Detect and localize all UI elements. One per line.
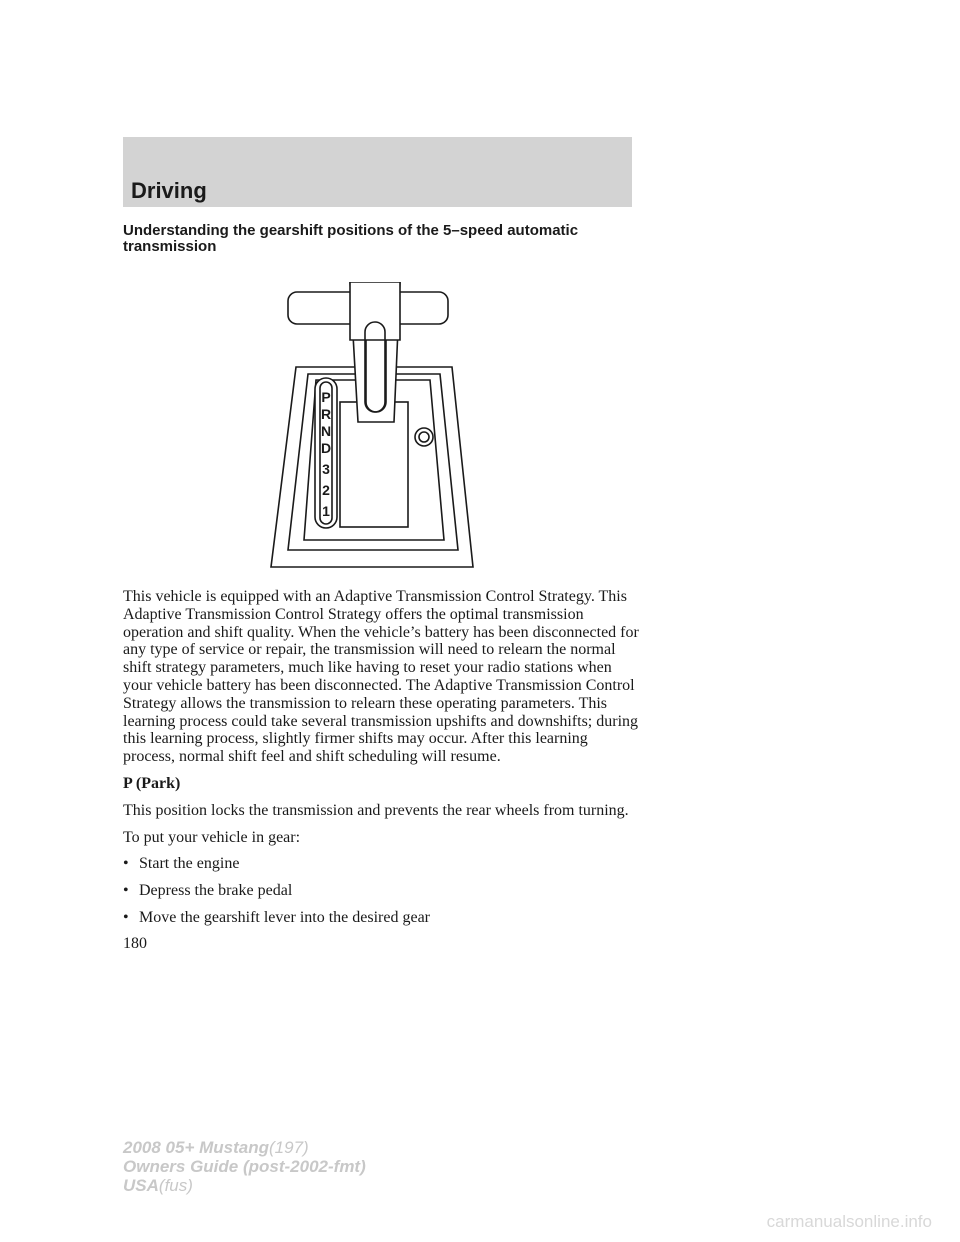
list-item-text: Move the gearshift lever into the desired gear: [139, 908, 430, 926]
list-item: [123, 882, 643, 900]
gear-label-n: N: [320, 423, 332, 439]
section-title: Driving: [131, 178, 207, 203]
gear-label-3: 3: [322, 461, 330, 477]
bullet-icon: •: [123, 855, 129, 873]
gear-label-r: R: [320, 406, 332, 422]
list-item-text: Start the engine: [139, 855, 240, 873]
gear-label-p: P: [321, 389, 331, 405]
gearshift-illustration: [268, 282, 478, 572]
intro-paragraph: This vehicle is equipped with an Adaptive Transmission Control Strategy. This Adaptive Transmission Control Strategy offers the optimal transmission operation and shift quality. When the vehicle’s battery has been disconnected for any type of service or repair, the transmission will need to relearn the normal shift strategy parameters, much like having to reset your radio stations when your vehicle battery has been disconnected. The Adaptive Transmission Control Strategy allows the transmission to relearn these operating parameters. This learning process could take several transmission upshifts and downshifts; during this learning process, slightly firmer shifts may occur. After this learning process, normal shift feel and shift scheduling will resume.: [123, 588, 639, 766]
section-header-band: [123, 137, 632, 207]
page-number: 180: [123, 935, 147, 952]
footer-model: 2008 05+ Mustang: [123, 1138, 269, 1157]
watermark: carmanualsonline.info: [766, 1212, 932, 1231]
body-text: [123, 588, 643, 936]
gearshift-diagram: [268, 282, 478, 572]
list-item: [123, 909, 643, 927]
footer-model-code: (197): [269, 1138, 309, 1157]
list-item-text: Depress the brake pedal: [139, 882, 293, 900]
footer-market-code: (fus): [158, 1176, 193, 1195]
park-paragraph: This position locks the transmission and prevents the rear wheels from turning.: [123, 801, 629, 819]
gear-label-1: 1: [322, 503, 330, 519]
footer-market: USA: [123, 1176, 159, 1195]
park-heading: P (Park): [123, 774, 181, 792]
bullet-icon: •: [123, 882, 129, 900]
bullet-icon: •: [123, 908, 129, 926]
gear-label-d: D: [320, 440, 332, 456]
gear-intro-paragraph: To put your vehicle in gear:: [123, 828, 301, 846]
gear-label-2: 2: [322, 482, 330, 498]
document-footer: [123, 1138, 366, 1195]
footer-guide: Owners Guide (post-2002-fmt): [123, 1157, 366, 1176]
page-heading: Understanding the gearshift positions of the 5–speed automatic transmission: [123, 222, 579, 255]
list-item: [123, 855, 643, 873]
